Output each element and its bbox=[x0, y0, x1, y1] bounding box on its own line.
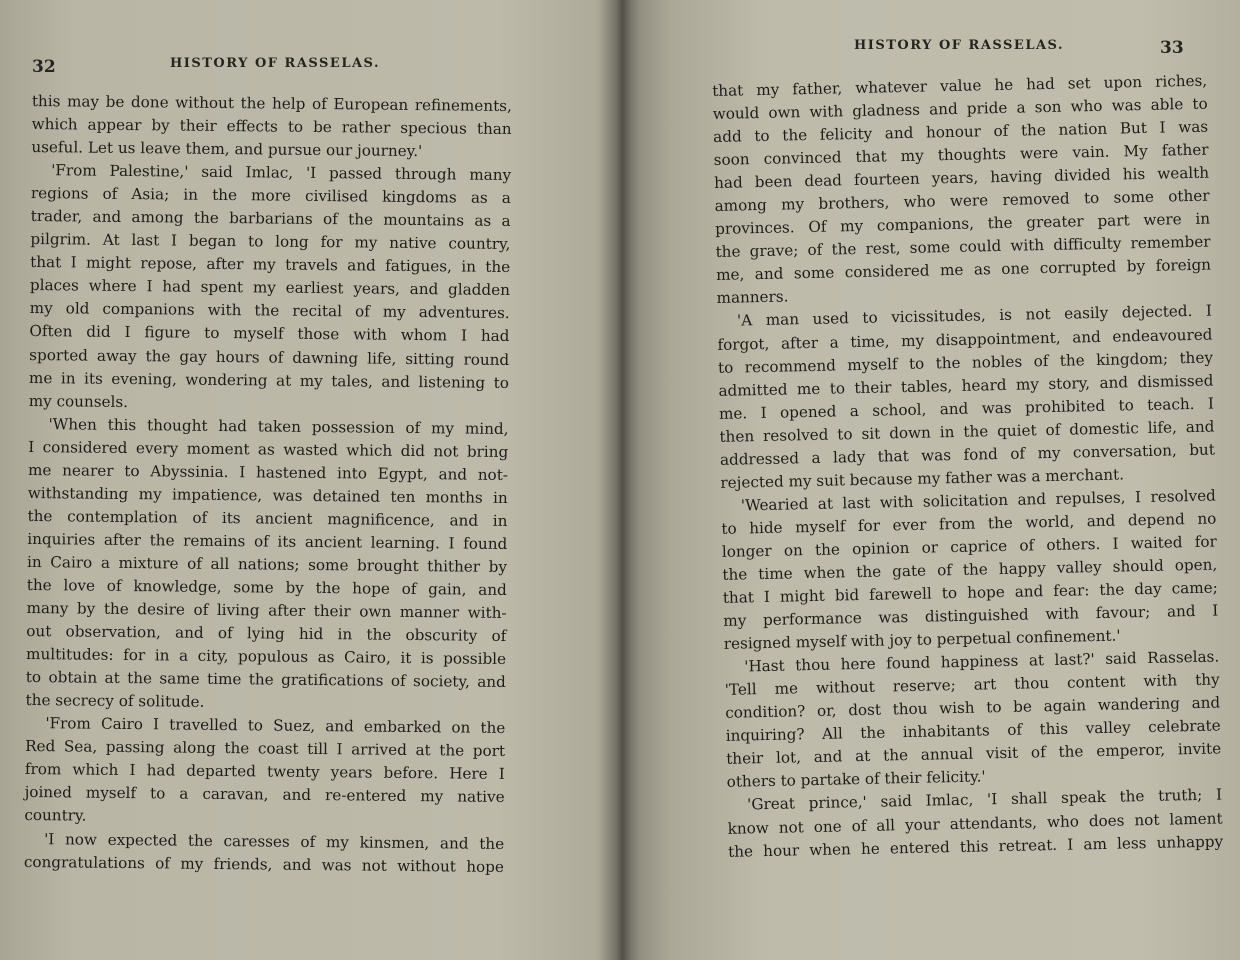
text-line: 'Great prince,' said Imlac, 'I shall speak the truth; I bbox=[746, 785, 1223, 814]
page-number: 33 bbox=[1160, 38, 1184, 58]
text-line: that I might repose, after my travels and fatigues, in the bbox=[30, 253, 511, 277]
text-line: their lot, and at the annual visit of the emperor, invite bbox=[726, 739, 1222, 769]
text-line: Often did I figure to myself those with whom I had bbox=[29, 322, 510, 346]
text-line: the hour when he entered this retreat. I am less unhappy bbox=[727, 832, 1224, 861]
text-line: that my father, whatever value he had set upon riches, bbox=[712, 71, 1208, 100]
text-line: my counsels. bbox=[28, 391, 129, 411]
text-line: soon convinced that my thoughts were vain. My father bbox=[713, 140, 1209, 170]
text-line: add to the felicity and honour of the nation But I was bbox=[713, 117, 1209, 147]
text-line: in Cairo a mixture of all nations; some brought thither by bbox=[26, 552, 508, 576]
text-line: country. bbox=[24, 806, 87, 826]
text-line: inquiring? All the inhabitants of this valley celebrate bbox=[725, 716, 1221, 746]
text-line: places where I had spent my earliest years, and gladden bbox=[29, 276, 511, 300]
text-line: admitted me to their tables, heard my story, and dismissed bbox=[718, 371, 1214, 400]
text-line: that I might bid farewell to hope and fear: the day came; bbox=[722, 578, 1218, 607]
text-line: my performance was distinguished with favour; and I bbox=[723, 601, 1219, 630]
text-line: among my brothers, who were removed to some other bbox=[714, 186, 1210, 216]
text-line: my old companions with the recital of my adventures. bbox=[29, 299, 510, 323]
text-line: the secrecy of solitude. bbox=[25, 691, 205, 712]
text-line: the time when the gate of the happy valley should open, bbox=[722, 555, 1218, 584]
text-line: 'From Cairo I travelled to Suez, and embarked on the bbox=[45, 714, 506, 738]
text-line: the love of knowledge, some by the hope of gain, and bbox=[26, 575, 507, 599]
text-line: had been dead fourteen years, having divided his wealth bbox=[713, 163, 1210, 193]
text-line: 'Tell me without reserve; art thou content with thy bbox=[724, 670, 1220, 700]
text-line: 'A man used to vicissitudes, is not easily dejected. I bbox=[736, 302, 1213, 330]
text-line: congratulations of my friends, and was not without hope bbox=[23, 852, 504, 876]
text-line: others to partake of their felicity.' bbox=[726, 767, 986, 792]
text-line: from which I had departed twenty years before. Here I bbox=[24, 760, 505, 784]
text-line: know not one of all your attendants, who does not lament bbox=[727, 808, 1223, 838]
text-line: addressed a lady that was fond of my conversation, but bbox=[719, 440, 1216, 469]
text-line: manners. bbox=[716, 287, 789, 308]
text-line: 'When this thought had taken possession of my mind, bbox=[48, 414, 509, 438]
text-line: joined myself to a caravan, and re-entered my native bbox=[24, 783, 505, 807]
text-line: then resolved to sit down in the quiet of domestic life, and bbox=[719, 417, 1215, 446]
text-line: multitudes: for in a city, populous as Cairo, it is possible bbox=[25, 645, 507, 669]
text-line: me. I opened a school, and was prohibited to teach. I bbox=[718, 394, 1215, 423]
text-line: useful. Let us leave them, and pursue our journey.' bbox=[31, 138, 423, 161]
text-line: withstanding my impatience, was detained ten months in bbox=[27, 483, 508, 507]
text-line: 'From Palestine,' said Imlac, 'I passed through many bbox=[51, 161, 512, 185]
page-number: 32 bbox=[32, 57, 56, 77]
text-line: pilgrim. At last I began to long for my native country, bbox=[30, 230, 511, 254]
text-line: inquiries after the remains of its ancient learning. I found bbox=[27, 529, 508, 553]
text-line: to recommend myself to the nobles of the kingdom; they bbox=[717, 348, 1214, 377]
page-text bbox=[24, 90, 512, 879]
text-line: resigned myself with joy to perpetual confinement.' bbox=[723, 626, 1121, 653]
text-line: would own with gladness and pride a son who was able to bbox=[712, 94, 1208, 124]
text-line: me, and some considered me as one corrupted by foreign bbox=[715, 255, 1212, 285]
text-line: which appear by their effects to be rather specious than bbox=[31, 115, 512, 139]
text-line: forgot, after a time, my disappointment, and endeavoured bbox=[717, 325, 1213, 354]
running-header: HISTORY OF RASSELAS. bbox=[170, 56, 381, 71]
text-line: longer on the opinion or caprice of others. I waited for bbox=[721, 532, 1217, 561]
text-line: to obtain at the same time the gratifications of society, and bbox=[25, 668, 506, 692]
text-line: 'Wearied at last with solicitation and repulses, I resolved bbox=[740, 486, 1216, 515]
text-line: regions of Asia; in the more civilised kingdoms as a bbox=[30, 184, 511, 208]
text-line: the contemplation of its ancient magnificence, and in bbox=[27, 506, 508, 530]
right-page bbox=[622, 0, 1240, 960]
text-line: rejected my suit because my father was a merchant. bbox=[720, 465, 1125, 492]
text-line: this may be done without the help of European refinements, bbox=[31, 91, 512, 116]
left-page bbox=[0, 0, 610, 960]
text-line: trader, and among the barbarians of the mountains as a bbox=[30, 207, 511, 231]
text-line: sported away the gay hours of dawning life, sitting round bbox=[29, 345, 510, 369]
text-line: the grave; of the rest, some could with difficulty remember bbox=[715, 232, 1211, 262]
page-text bbox=[712, 70, 1223, 864]
text-line: condition? or, dost thou wish to be again wandering and bbox=[725, 693, 1221, 723]
text-line: to hide myself for ever from the world, and depend no bbox=[721, 509, 1217, 538]
text-line: 'I now expected the caresses of my kinsmen, and the bbox=[44, 829, 505, 853]
text-line: me nearer to Abyssinia. I hastened into Egypt, and not- bbox=[27, 460, 509, 484]
text-line: I considered every moment as wasted which did not bring bbox=[28, 437, 509, 461]
text-line: 'Hast thou here found happiness at last?' said Rasselas. bbox=[744, 647, 1220, 676]
running-header: HISTORY OF RASSELAS. bbox=[854, 38, 1065, 53]
text-line: many by the desire of living after their own manner with- bbox=[26, 599, 507, 623]
text-line: provinces. Of my companions, the greater part were in bbox=[714, 209, 1211, 239]
text-line: Red Sea, passing along the coast till I arrived at the port bbox=[25, 737, 506, 761]
text-line: out observation, and of lying hid in the obscurity of bbox=[26, 622, 507, 646]
text-line: me in its evening, wondering at my tales, and listening to bbox=[28, 368, 510, 392]
